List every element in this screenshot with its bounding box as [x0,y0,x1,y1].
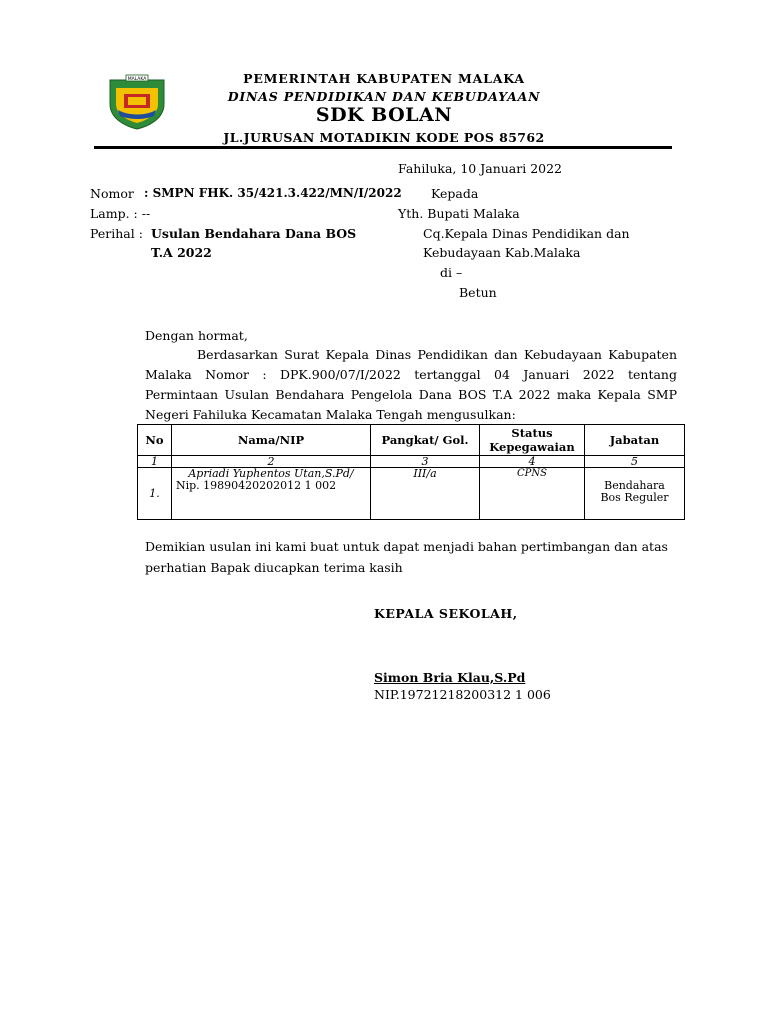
cell-pangkat: III/a [371,468,480,520]
recipient-place: Betun [459,285,497,300]
table-header-row [138,425,685,456]
cell-jabatan-line1: Bendahara [604,479,665,492]
perihal-line1: Usulan Bendahara Dana BOS [151,226,357,241]
body-paragraph-text: Berdasarkan Surat Kepala Dinas Pendidikan dan Kebudayaan Kabupaten Malaka Nomor : DPK.900/07/I/2022 tertanggal 04 Januari 2022 tentang Permintaan Usulan Bendahara Pengelola Dana BOS T.A 2022 maka Kepala SMP Negeri Fahiluka Kecamatan Malaka Tengah mengusulkan: [145,347,677,422]
nomor-label: Nomor [90,186,134,201]
signature-title: KEPALA SEKOLAH, [374,606,518,621]
col-number: 3 [371,456,480,468]
letterhead-address: JL.JURUSAN MOTADIKIN KODE POS 85762 [223,130,545,145]
header-nama-nip: Nama/NIP [172,425,371,456]
cell-jabatan-line2: Bos Reguler [600,491,669,504]
letterhead-department: DINAS PENDIDIKAN DAN KEBUDAYAAN [227,89,541,104]
recipient-cq-line2: Kebudayaan Kab.Malaka [423,245,581,260]
recipient-kepada: Kepada [431,186,479,201]
col-number: 2 [172,456,371,468]
letter-date: Fahiluka, 10 Januari 2022 [398,161,563,176]
cell-status: CPNS [480,468,585,520]
signature-name: Simon Bria Klau,S.Pd [374,670,526,685]
cell-no: 1. [138,468,172,520]
header-jabatan: Jabatan [585,425,685,456]
recipient-di: di – [440,265,463,280]
logo-caption: MALAKA [127,77,147,82]
letterhead-government: PEMERINTAH KABUPATEN MALAKA [243,71,525,86]
col-number: 4 [480,456,585,468]
header-pangkat: Pangkat/ Gol. [371,425,480,456]
proposal-table [137,424,685,520]
cell-nama-nip [172,468,371,520]
letterhead-school: SDK BOLAN [315,104,453,126]
letterhead-divider [94,146,672,149]
col-number: 5 [585,456,685,468]
body-paragraph [145,345,677,425]
cell-nip: Nip. 19890420202012 1 002 [176,479,337,492]
perihal-label: Perihal : [90,226,143,241]
closing-paragraph: Demikian usulan ini kami buat untuk dapat menjadi bahan pertimbangan dan atas perhatian Bapak diucapkan terima kasih [145,539,668,575]
cell-jabatan [585,468,685,520]
nomor-value: : SMPN FHK. 35/421.3.422/MN/I/2022 [144,186,402,200]
signature-nip: NIP.19721218200312 1 006 [374,687,551,702]
header-no: No [138,425,172,456]
header-status: Status Kepegawaian [480,425,585,456]
salutation: Dengan hormat, [145,328,248,343]
lampiran: Lamp. : -- [90,206,151,221]
col-number: 1 [138,456,172,468]
perihal-line2: T.A 2022 [151,245,212,260]
recipient-cq-line1: Cq.Kepala Dinas Pendidikan dan [423,226,630,241]
recipient-yth: Yth. Bupati Malaka [398,206,520,221]
table-row [138,468,685,520]
table-number-row [138,456,685,468]
cell-nama: Apriadi Yuphentos Utan,S.Pd/ [188,467,354,480]
